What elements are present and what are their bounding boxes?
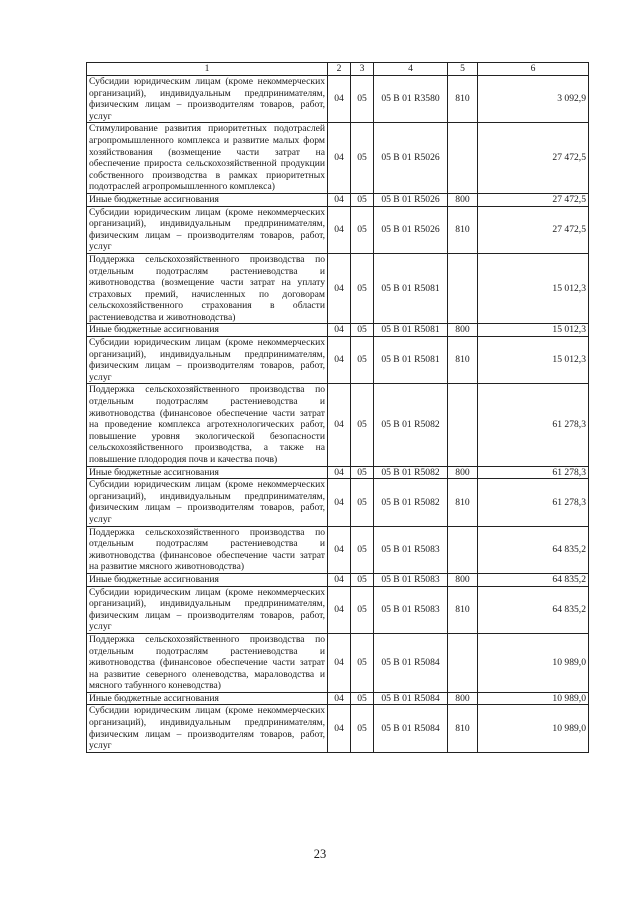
row-section: 04 <box>328 466 351 479</box>
row-name: Субсидии юридическим лицам (кроме некоммерческих организаций), индивидуальным предпринимателям, физическим лицам – производителям товаров, работ, услуг <box>87 479 328 526</box>
table-row <box>87 466 589 479</box>
row-expense-type <box>448 526 478 573</box>
row-target-article: 05 В 01 R5026 <box>374 206 448 253</box>
row-name: Субсидии юридическим лицам (кроме некоммерческих организаций), индивидуальным предпринимателям, физическим лицам – производителям товаров, работ, услуг <box>87 337 328 384</box>
page-number: 23 <box>313 847 327 861</box>
row-amount: 27 472,5 <box>478 206 589 253</box>
row-target-article: 05 В 01 R5083 <box>374 526 448 573</box>
row-target-article: 05 В 01 R3580 <box>374 76 448 123</box>
row-name: Иные бюджетные ассигнования <box>87 573 328 586</box>
row-amount: 27 472,5 <box>478 193 589 206</box>
row-target-article: 05 В 01 R5082 <box>374 479 448 526</box>
col-header-amount: 6 <box>478 63 589 76</box>
row-expense-type <box>448 253 478 324</box>
row-amount: 3 092,9 <box>478 76 589 123</box>
col-header-target-article: 4 <box>374 63 448 76</box>
header-row <box>87 63 589 76</box>
row-section: 04 <box>328 206 351 253</box>
col-header-name: 1 <box>87 63 328 76</box>
row-name: Поддержка сельскохозяйственного производства по отдельным подотраслям растениеводства и животноводства (возмещение части затрат на уплату страховых премий, начисленных по договорам сельскохозяйственного страхования в области растениеводства и животноводства) <box>87 253 328 324</box>
row-expense-type: 810 <box>448 586 478 633</box>
row-target-article: 05 В 01 R5082 <box>374 384 448 466</box>
row-subsection: 05 <box>351 324 374 337</box>
row-subsection: 05 <box>351 573 374 586</box>
row-name: Субсидии юридическим лицам (кроме некоммерческих организаций), индивидуальным предпринимателям, физическим лицам – производителям товаров, работ, услуг <box>87 586 328 633</box>
col-header-section: 2 <box>328 63 351 76</box>
row-target-article: 05 В 01 R5084 <box>374 633 448 692</box>
row-section: 04 <box>328 123 351 194</box>
table-row <box>87 526 589 573</box>
row-amount: 10 989,0 <box>478 633 589 692</box>
row-target-article: 05 В 01 R5081 <box>374 337 448 384</box>
row-amount: 10 989,0 <box>478 705 589 752</box>
row-name: Субсидии юридическим лицам (кроме некоммерческих организаций), индивидуальным предпринимателям, физическим лицам – производителям товаров, работ, услуг <box>87 705 328 752</box>
row-subsection: 05 <box>351 692 374 705</box>
table-row <box>87 253 589 324</box>
row-amount: 64 835,2 <box>478 586 589 633</box>
row-section: 04 <box>328 253 351 324</box>
row-subsection: 05 <box>351 206 374 253</box>
row-subsection: 05 <box>351 337 374 384</box>
row-section: 04 <box>328 692 351 705</box>
row-subsection: 05 <box>351 633 374 692</box>
row-section: 04 <box>328 384 351 466</box>
row-name: Субсидии юридическим лицам (кроме некоммерческих организаций), индивидуальным предпринимателям, физическим лицам – производителям товаров, работ, услуг <box>87 206 328 253</box>
row-section: 04 <box>328 479 351 526</box>
row-expense-type: 800 <box>448 324 478 337</box>
table-row <box>87 337 589 384</box>
row-name: Поддержка сельскохозяйственного производства по отдельным подотраслям растениеводства и животноводства (финансовое обеспечение части затрат на развитие мясного животноводства) <box>87 526 328 573</box>
row-name: Стимулирование развития приоритетных подотраслей агропромышленного комплекса и развитие малых форм хозяйствования (возмещение части затрат на обеспечение прироста сельскохозяйственной продукции собственного производства в рамках приоритетных подотраслей агропромышленного комплекса) <box>87 123 328 194</box>
row-expense-type: 810 <box>448 705 478 752</box>
row-name: Поддержка сельскохозяйственного производства по отдельным подотраслям растениеводства и животноводства (финансовое обеспечение части затрат на развитие северного оленеводства, мараловодства и мясного табунного коневодства) <box>87 633 328 692</box>
row-subsection: 05 <box>351 526 374 573</box>
row-section: 04 <box>328 586 351 633</box>
row-expense-type <box>448 384 478 466</box>
row-target-article: 05 В 01 R5081 <box>374 324 448 337</box>
row-target-article: 05 В 01 R5081 <box>374 253 448 324</box>
row-subsection: 05 <box>351 193 374 206</box>
row-amount: 64 835,2 <box>478 526 589 573</box>
row-section: 04 <box>328 526 351 573</box>
table-row <box>87 705 589 752</box>
row-target-article: 05 В 01 R5084 <box>374 692 448 705</box>
row-subsection: 05 <box>351 76 374 123</box>
row-subsection: 05 <box>351 466 374 479</box>
row-subsection: 05 <box>351 479 374 526</box>
table-row <box>87 479 589 526</box>
row-expense-type: 810 <box>448 206 478 253</box>
row-expense-type: 810 <box>448 337 478 384</box>
table-row <box>87 633 589 692</box>
row-expense-type <box>448 633 478 692</box>
row-expense-type: 810 <box>448 76 478 123</box>
row-target-article: 05 В 01 R5082 <box>374 466 448 479</box>
row-section: 04 <box>328 193 351 206</box>
row-expense-type: 800 <box>448 193 478 206</box>
col-header-subsection: 3 <box>351 63 374 76</box>
row-subsection: 05 <box>351 253 374 324</box>
row-amount: 10 989,0 <box>478 692 589 705</box>
table-row <box>87 193 589 206</box>
row-section: 04 <box>328 324 351 337</box>
row-target-article: 05 В 01 R5083 <box>374 586 448 633</box>
row-section: 04 <box>328 337 351 384</box>
row-section: 04 <box>328 573 351 586</box>
row-expense-type: 800 <box>448 692 478 705</box>
table-row <box>87 586 589 633</box>
col-header-expense-type: 5 <box>448 63 478 76</box>
row-target-article: 05 В 01 R5084 <box>374 705 448 752</box>
row-name: Иные бюджетные ассигнования <box>87 193 328 206</box>
row-target-article: 05 В 01 R5083 <box>374 573 448 586</box>
row-name: Субсидии юридическим лицам (кроме некоммерческих организаций), индивидуальным предпринимателям, физическим лицам – производителям товаров, работ, услуг <box>87 76 328 123</box>
table-row <box>87 123 589 194</box>
row-subsection: 05 <box>351 123 374 194</box>
row-amount: 15 012,3 <box>478 253 589 324</box>
row-target-article: 05 В 01 R5026 <box>374 193 448 206</box>
row-expense-type: 810 <box>448 479 478 526</box>
row-amount: 61 278,3 <box>478 384 589 466</box>
row-name: Иные бюджетные ассигнования <box>87 324 328 337</box>
row-subsection: 05 <box>351 586 374 633</box>
row-amount: 15 012,3 <box>478 324 589 337</box>
budget-table <box>86 62 589 753</box>
row-expense-type: 800 <box>448 573 478 586</box>
row-name: Иные бюджетные ассигнования <box>87 466 328 479</box>
row-section: 04 <box>328 76 351 123</box>
row-amount: 64 835,2 <box>478 573 589 586</box>
table-row <box>87 692 589 705</box>
row-amount: 15 012,3 <box>478 337 589 384</box>
row-name: Иные бюджетные ассигнования <box>87 692 328 705</box>
row-amount: 27 472,5 <box>478 123 589 194</box>
row-expense-type <box>448 123 478 194</box>
row-subsection: 05 <box>351 705 374 752</box>
table-row <box>87 573 589 586</box>
row-amount: 61 278,3 <box>478 466 589 479</box>
table-row <box>87 76 589 123</box>
table-row <box>87 384 589 466</box>
table-row <box>87 206 589 253</box>
row-expense-type: 800 <box>448 466 478 479</box>
row-section: 04 <box>328 633 351 692</box>
row-amount: 61 278,3 <box>478 479 589 526</box>
row-section: 04 <box>328 705 351 752</box>
table-row <box>87 324 589 337</box>
row-subsection: 05 <box>351 384 374 466</box>
row-target-article: 05 В 01 R5026 <box>374 123 448 194</box>
row-name: Поддержка сельскохозяйственного производства по отдельным подотраслям растениеводства и животноводства (финансовое обеспечение части затрат на проведение комплекса агротехнологических работ, повышение уровня экологической безопасности сельскохозяйственного производства, а также на повышение плодородия почв и качества почв) <box>87 384 328 466</box>
